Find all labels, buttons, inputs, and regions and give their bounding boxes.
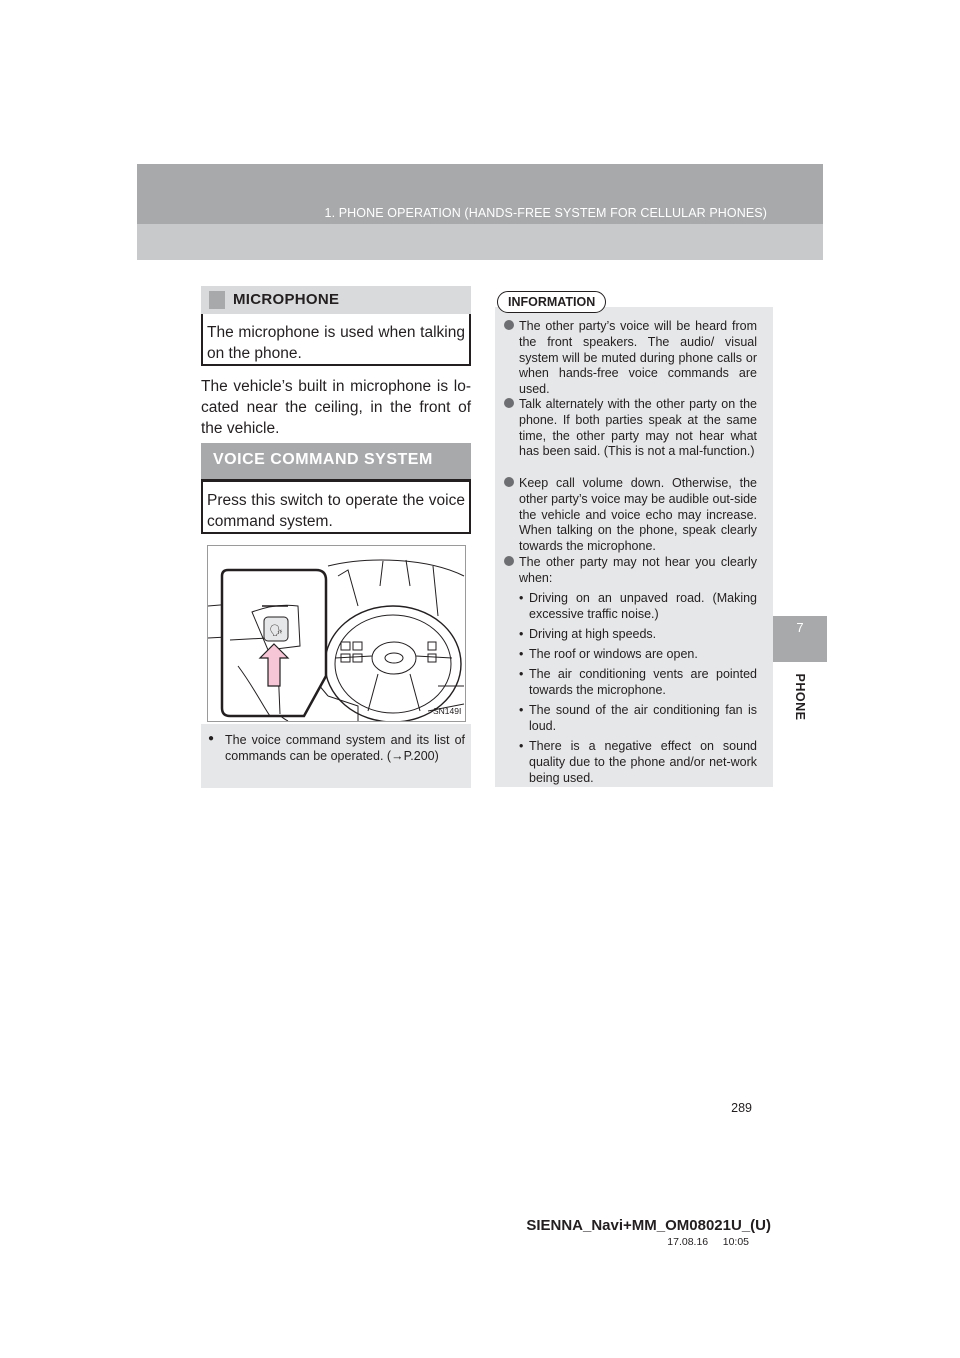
- bullet-dot: [504, 556, 514, 566]
- running-header: 1. PHONE OPERATION (HANDS-FREE SYSTEM FOR CELLULAR PHONES): [324, 206, 767, 220]
- info-subitem-5: • The sound of the air conditioning fan is loud.: [519, 703, 757, 733]
- info-subitem-4: • The air conditioning vents are pointed towards the microphone.: [519, 667, 757, 697]
- info-subitem-6: • There is a negative effect on sound quality due to the phone and/or net-work being used.: [519, 739, 757, 785]
- microphone-heading-bar: [201, 286, 471, 314]
- document-id: SIENNA_Navi+MM_OM08021U_(U): [526, 1217, 771, 1234]
- microphone-body: The vehicle’s built in microphone is lo-cated near the ceiling, in the front of the vehicle.: [201, 378, 471, 437]
- heading-marker: [209, 291, 225, 309]
- header-band: [137, 164, 823, 260]
- steering-wheel-drawing: [208, 546, 465, 721]
- bullet-dot: [504, 398, 514, 408]
- info-subitem-3: • The roof or windows are open.: [519, 647, 698, 661]
- bullet-dot: [504, 477, 514, 487]
- voice-note: The voice command system and its list of commands can be operated. (→P.200): [225, 733, 465, 763]
- note-bullet: ●: [208, 733, 215, 744]
- bullet-dot: [504, 320, 514, 330]
- chapter-number: 7: [796, 620, 804, 635]
- microphone-summary: The microphone is used when talking on the phone.: [207, 324, 465, 362]
- voice-command-heading: VOICE COMMAND SYSTEM: [213, 451, 433, 468]
- svg-text:🗣: 🗣: [269, 624, 283, 637]
- steering-wheel-illustration: [207, 545, 466, 722]
- print-datetime: 17.08.16 10:05: [667, 1236, 749, 1248]
- voice-note-box: [201, 724, 471, 788]
- chapter-label-text: PHONE: [793, 673, 807, 721]
- information-badge: INFORMATION: [497, 291, 606, 313]
- voice-summary: Press this switch to operate the voice command system.: [207, 492, 465, 530]
- info-subitem-2: • Driving at high speeds.: [519, 627, 657, 641]
- chapter-tab[interactable]: [773, 616, 827, 662]
- page-number: 289: [731, 1101, 752, 1115]
- info-subitem-1: • Driving on an unpaved road. (Making excessive traffic noise.): [519, 591, 757, 621]
- chapter-label: [773, 662, 827, 732]
- microphone-heading: MICROPHONE: [233, 291, 340, 308]
- voice-command-heading-bar: [201, 443, 471, 482]
- figure-code: SN149I: [433, 706, 462, 716]
